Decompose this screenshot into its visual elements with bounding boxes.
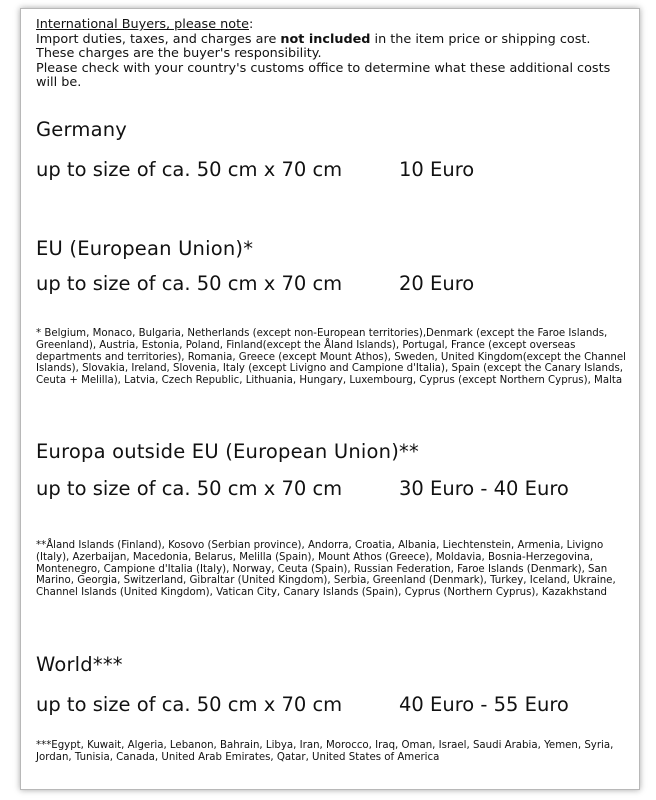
section-heading-europe-outside-eu: Europa outside EU (European Union)** (36, 440, 419, 463)
size-row-eu (36, 272, 475, 295)
section-heading-world: World*** (36, 653, 123, 676)
shipping-info-panel (20, 8, 640, 790)
section-heading-germany: Germany (36, 118, 128, 141)
notice-text-1b: in the item price or shipping cost. These charges are the buyer's responsibility. (36, 31, 591, 62)
size-row-europe-outside-eu (36, 477, 569, 500)
notice-text-2: Please check with your country's customs office to determine what these additional costs will be. (36, 60, 611, 91)
notice-text-1a: Import duties, taxes, and charges are (36, 31, 281, 47)
footnote-world-countries: ***Egypt, Kuwait, Algeria, Lebanon, Bahrain, Libya, Iran, Morocco, Iraq, Oman, Israel, Saudi Arabia, Yemen, Syria, Jordan, Tunisia, Canada, United Arab Emirates, Qatar, United States of America (36, 740, 614, 763)
price-world: 40 Euro - 55 Euro (399, 693, 569, 716)
size-label: up to size of ca. 50 cm x 70 cm (36, 158, 343, 181)
notice-title: International Buyers, please note (36, 17, 249, 32)
footnote-europe-countries: **Åland Islands (Finland), Kosovo (Serbian province), Andorra, Croatia, Albania, Liechtenstein, Armenia, Livigno (Italy), Azerbaijan, Macedonia, Belarus, Melilla (Spain), Mount Athos (Greece), Moldavia, Bosnia-Herzegovina, Montenegro, Campione d'Italia (Italy), Norway, Ceuta (Spain), Russian Federation, Faroe Islands (Denmark), San Marino, Georgia, Switzerland, Gibraltar (United Kingdom), Serbia, Greenland (Denmark), Turkey, Iceland, Ukraine, Channel Islands (United Kingdom), Vatican City, Canary Islands (Spain), Cyprus (Northern Cyprus), Kazakhstand (36, 540, 616, 599)
price-eu: 20 Euro (399, 272, 475, 295)
price-europe-outside-eu: 30 Euro - 40 Euro (399, 477, 569, 500)
size-row-germany (36, 158, 475, 181)
size-row-world (36, 693, 569, 716)
section-heading-eu: EU (European Union)* (36, 237, 254, 260)
size-label: up to size of ca. 50 cm x 70 cm (36, 477, 343, 500)
footnote-eu-countries: * Belgium, Monaco, Bulgaria, Netherlands (except non-European territories),Denmark (except the Faroe Islands, Greenland), Austria, Estonia, Poland, Finland(except the Åland Islands), Portugal, France (except overseas departments and territories), Romania, Greece (except Mount Athos), Sweden, United Kingdom(except the Channel Islands), Slovakia, Ireland, Slovenia, Italy (except Livigno and Campione d'Italia), Spain (except the Canary Islands, Ceuta + Melilla), Latvia, Czech Republic, Lithuania, Hungary, Luxembourg, Cyprus (except Northern Cyprus), Malta (36, 328, 626, 387)
buyer-notice (36, 18, 626, 91)
notice-not-included: not included (280, 31, 371, 47)
size-label: up to size of ca. 50 cm x 70 cm (36, 272, 343, 295)
size-label: up to size of ca. 50 cm x 70 cm (36, 693, 343, 716)
notice-colon: : (248, 17, 254, 32)
price-germany: 10 Euro (399, 158, 475, 181)
